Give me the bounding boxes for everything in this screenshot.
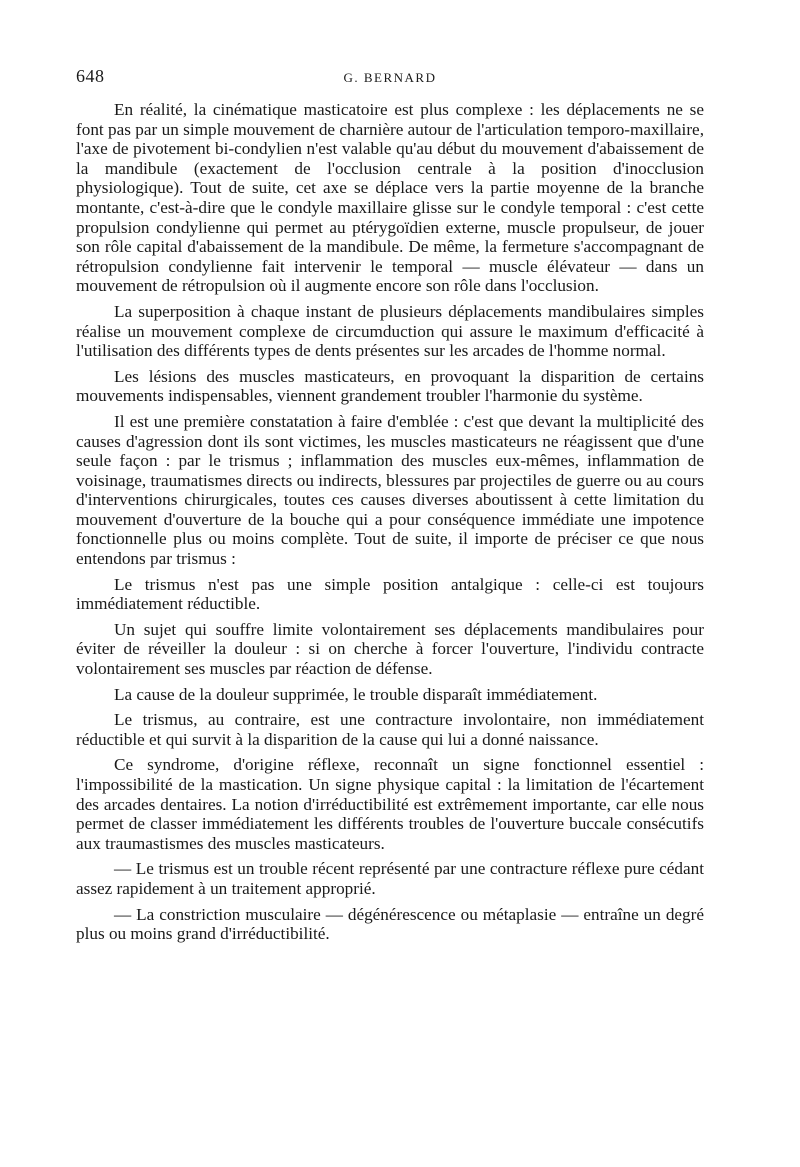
paragraph-position-antalgique: Le trismus n'est pas une simple position antalgique : celle-ci est toujours immédiatement réductible. [76,574,704,614]
paragraph-syndrome: Ce syndrome, d'origine réflexe, reconnaît un signe fonctionnel essentiel : l'impossibilité de la mastication. Un signe physique capital : la limitation de l'écartement des arcades dentaires. La notion d'irréductibilité est extrêmement importante, car elle nous permet de classer immédiatement les différents troubles de l'ouverture buccale consécutifs aux traumastismes des muscles masticateurs. [76,755,704,853]
page-header [76,62,704,92]
document-page [76,62,704,950]
paragraph-trouble-recent: — Le trismus est un trouble récent représenté par une contracture réflexe pure cédant assez rapidement à un traitement approprié. [76,859,704,898]
body-text [76,100,704,944]
paragraph-lesions: Les lésions des muscles masticateurs, en provoquant la disparition de certains mouvements indispensables, viennent grandement troubler l'harmonie du système. [76,366,704,406]
paragraph-sujet: Un sujet qui souffre limite volontairement ses déplacements mandibulaires pour éviter de réveiller la douleur : si on cherche à forcer l'ouverture, l'individu contracte volontairement ses muscles par réaction de défense. [76,619,704,679]
page-number: 648 [76,66,105,86]
running-head-author: G. BERNARD [343,70,437,85]
paragraph-constatation: Il est une première constatation à faire d'emblée : c'est que devant la multiplicité des causes d'agression dont ils sont victimes, les muscles masticateurs ne réagissent que d'une seule façon : par le trismus ; inflammation des muscles eux-mêmes, inflammation de voisinage, traumatismes directs ou indirects, blessures par projectiles de guerre ou au cours d'interventions chirurgicales, toutes ces causes diverses aboutissent à cette limitation du mouvement d'ouverture de la bouche qui a pour conséquence immédiate une impotence fonctionnelle plus ou moins complète. Tout de suite, il importe de préciser ce que nous entendons par trismus : [76,411,704,569]
paragraph-contracture: Le trismus, au contraire, est une contracture involontaire, non immédiatement réductible et qui survit à la disparition de la cause qui lui a donné naissance. [76,710,704,749]
paragraph-superposition: La superposition à chaque instant de plusieurs déplacements mandibulaires simples réalise un mouvement complexe de circumduction qui assure le maximum d'efficacité à l'utilisation des différents types de dents présentes sur les arcades de l'homme normal. [76,301,704,361]
paragraph-cinematique: En réalité, la cinématique masticatoire est plus complexe : les déplacements ne se font pas par un simple mouvement de charnière autour de l'articulation temporo-maxillaire, l'axe de pivotement bi-condylien n'est valable qu'au début du mouvement d'abaissement de la mandibule (exactement de l'occlusion centrale à la position d'inocclusion physiologique). Tout de suite, cet axe se déplace vers la partie moyenne de la branche montante, c'est-à-dire que le condyle maxillaire glisse sur le condyle temporal : c'est cette propulsion condylienne qui permet au ptérygoïdien externe, muscle propulseur, de jouer son rôle capital d'abaissement de la mandibule. De même, la fermeture s'accompagnant de rétropulsion condylienne fait intervenir le temporal — muscle élévateur — dans un mouvement de rétropulsion où il augmente encore son rôle dans l'occlusion. [76,100,704,296]
paragraph-constriction: — La constriction musculaire — dégénérescence ou métaplasie — entraîne un degré plus ou moins grand d'irréductibilité. [76,904,704,944]
paragraph-cause-supprimee: La cause de la douleur supprimée, le trouble disparaît immédiatement. [114,684,598,704]
